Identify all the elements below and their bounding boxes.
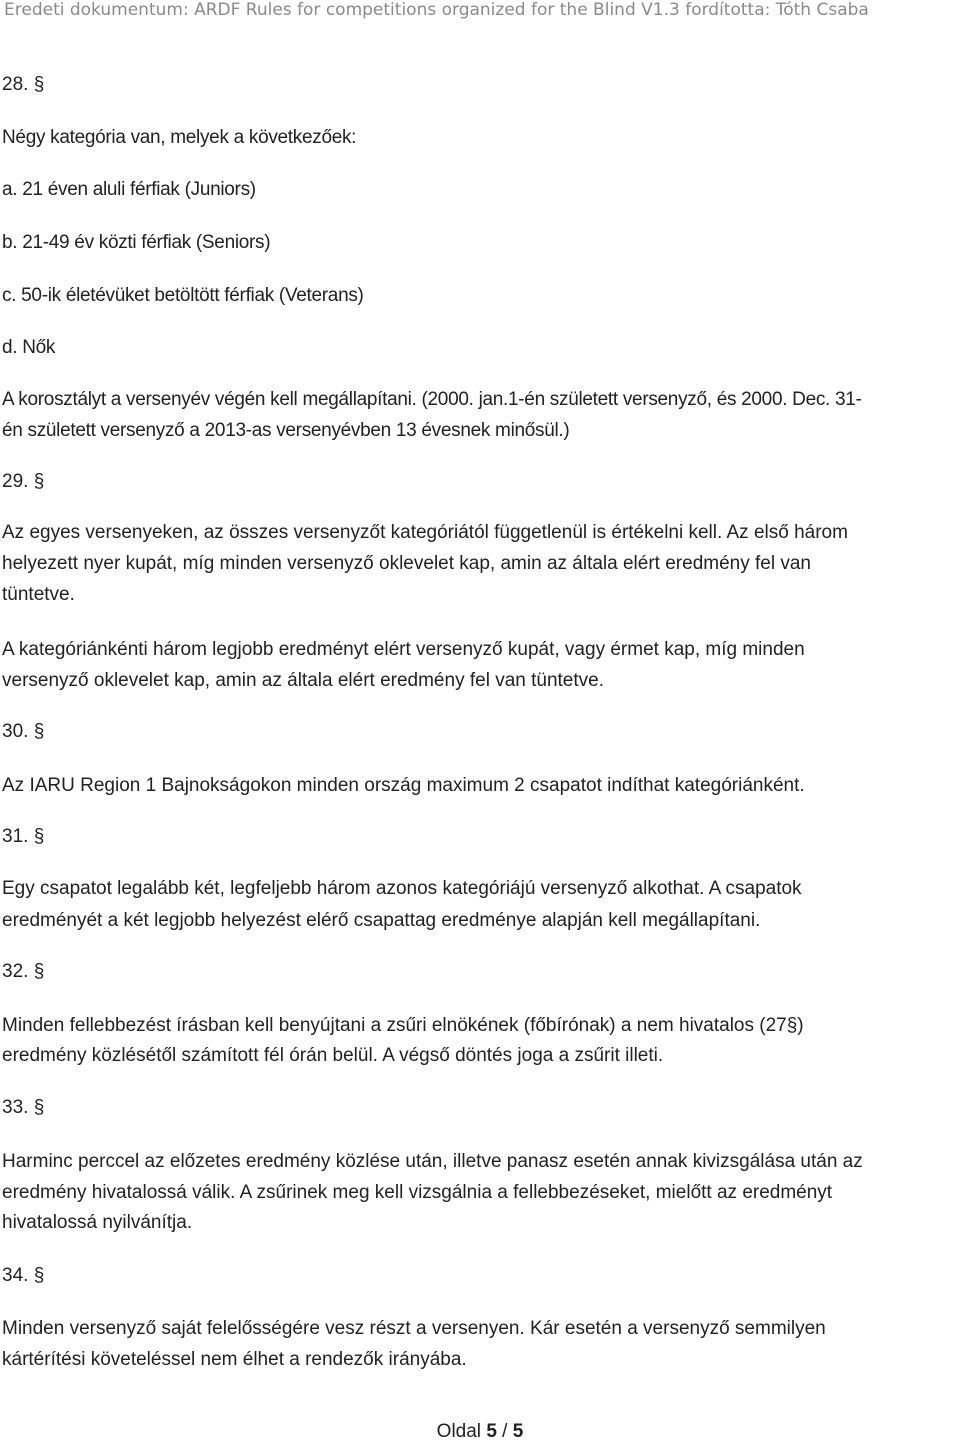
section-heading-32 [2,960,44,984]
team-rule-line-2: eredményét a két legjobb helyezést elérő csapattag eredménye alapján kell megállapítani. [2,910,761,931]
section-heading-33 [2,1096,44,1120]
overall-ranking-line-2: helyezett nyer kupát, míg minden versenyző oklevelet kap, amin az általa elért eredmény fel van [2,553,811,574]
category-ranking-line-2: versenyző oklevelet kap, amin az általa elért eredmény fel van tüntetve. [2,670,604,691]
category-c: c. 50-ik életévüket betöltött férfiak (Veterans) [2,285,364,306]
section-number: 32. [2,961,29,982]
liability-line-2: kártérítési követeléssel nem élhet a rendezők irányába. [2,1349,467,1370]
section-symbol: § [33,826,45,847]
section-number: 34. [2,1265,29,1286]
official-result-line-2: eredmény hivatalossá válik. A zsűrinek meg kell vizsgálnia a fellebbezéseket, mielőtt az eredményt [2,1182,833,1203]
official-result-line-3: hivatalossá nyilvánítja. [2,1212,193,1233]
document-header: Eredeti dokumentum: ARDF Rules for competitions organized for the Blind V1.3 fordította: Tóth Csaba [4,0,869,20]
section-number: 30. [2,721,29,742]
page-separator: / [502,1421,508,1442]
team-rule-line-1: Egy csapatot legalább két, legfeljebb három azonos kategóriájú versenyző alkothat. A csapatok [2,878,802,899]
overall-ranking-line-1: Az egyes versenyeken, az összes versenyzőt kategóriától függetlenül is értékelni kell. Az első három [2,522,848,543]
section-symbol: § [33,961,45,982]
section-symbol: § [33,1265,45,1286]
appeal-rule-line-1: Minden fellebbezést írásban kell benyújtani a zsűri elnökének (főbírónak) a nem hivatalos (27§) [2,1015,804,1036]
section-symbol: § [33,721,45,742]
category-ranking-line-1: A kategóriánkénti három legjobb eredményt elért versenyző kupát, vagy érmet kap, míg minden [2,639,805,660]
section-number: 31. [2,826,29,847]
section-heading-28 [2,73,44,97]
categories-intro: Négy kategória van, melyek a következőek: [2,127,357,148]
page-current: 5 [486,1421,497,1442]
section-heading-34 [2,1264,44,1288]
section-symbol: § [33,471,45,492]
section-number: 28. [2,74,29,95]
section-heading-30 [2,720,44,744]
official-result-line-1: Harminc perccel az előzetes eredmény közlése után, illetve panasz esetén annak kivizsgálása után az [2,1151,863,1172]
category-b: b. 21-49 év közti férfiak (Seniors) [2,232,271,253]
page-number [0,1420,960,1444]
team-limit-line: Az IARU Region 1 Bajnokságokon minden ország maximum 2 csapatot indíthat kategóriánként. [2,775,805,796]
section-heading-29 [2,470,44,494]
section-heading-31 [2,825,44,849]
section-symbol: § [33,74,45,95]
category-d: d. Nők [2,337,56,358]
page-label: Oldal [436,1421,482,1442]
section-number: 33. [2,1097,29,1118]
appeal-rule-line-2: eredmény közlésétől számított fél órán belül. A végső döntés joga a zsűrit illeti. [2,1045,664,1066]
liability-line-1: Minden versenyző saját felelősségére vesz részt a versenyen. Kár esetén a versenyző semmilyen [2,1318,826,1339]
section-symbol: § [33,1097,45,1118]
age-rule-line-2: én született versenyző a 2013-as versenyévben 13 évesnek minősül.) [2,420,570,441]
overall-ranking-line-3: tüntetve. [2,584,75,605]
age-rule-line-1: A korosztályt a versenyév végén kell megállapítani. (2000. jan.1-én született versenyző, és 2000. Dec. 31- [2,389,862,410]
page-total: 5 [512,1421,524,1442]
category-a: a. 21 éven aluli férfiak (Juniors) [2,179,256,200]
section-number: 29. [2,471,29,492]
